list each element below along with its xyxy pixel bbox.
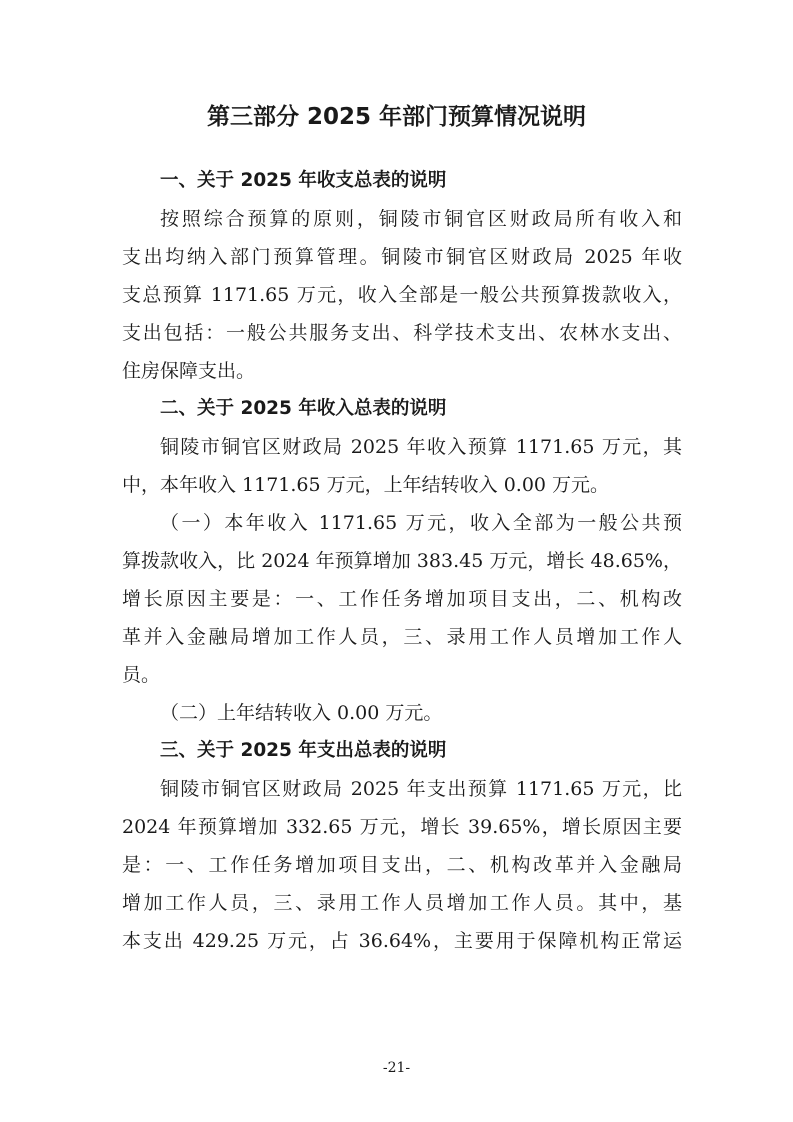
paragraph-line: 支总预算 1171.65 万元，收入全部是一般公共预算拨款收入， [122, 284, 682, 306]
document-body [122, 162, 682, 960]
page-title: 第三部分 2025 年部门预算情况说明 [206, 104, 587, 130]
paragraph-line: 支出均纳入部门预算管理。铜陵市铜官区财政局 2025 年收 [122, 246, 682, 268]
paragraph-line: 算拨款收入，比 2024 年预算增加 383.45 万元，增长 48.65%， [122, 550, 682, 572]
paragraph-line: （一）本年收入 1171.65 万元，收入全部为一般公共预 [160, 512, 682, 534]
paragraph-line: 增加工作人员，三、录用工作人员增加工作人员。其中，基 [122, 892, 682, 914]
paragraph-line: 2024 年预算增加 332.65 万元，增长 39.65%，增长原因主要 [122, 816, 682, 838]
paragraph-line: （二）上年结转收入 0.00 万元。 [160, 702, 443, 724]
page-number: -21- [382, 1060, 411, 1076]
section-heading: 一、关于 2025 年收支总表的说明 [160, 170, 447, 191]
paragraph-line: 增长原因主要是：一、工作任务增加项目支出，二、机构改 [122, 588, 682, 610]
paragraph-line: 是：一、工作任务增加项目支出，二、机构改革并入金融局 [122, 854, 682, 876]
paragraph-line: 本支出 429.25 万元，占 36.64%，主要用于保障机构正常运 [122, 930, 682, 952]
paragraph-line: 铜陵市铜官区财政局 2025 年支出预算 1171.65 万元，比 [160, 778, 682, 800]
paragraph-line: 中，本年收入 1171.65 万元，上年结转收入 0.00 万元。 [122, 474, 610, 496]
paragraph-line: 按照综合预算的原则，铜陵市铜官区财政局所有收入和 [160, 208, 682, 230]
paragraph-line: 铜陵市铜官区财政局 2025 年收入预算 1171.65 万元，其 [160, 436, 682, 458]
paragraph-line: 员。 [122, 664, 161, 686]
section-heading: 二、关于 2025 年收入总表的说明 [160, 398, 447, 419]
section-heading: 三、关于 2025 年支出总表的说明 [160, 740, 447, 761]
paragraph-line: 支出包括：一般公共服务支出、科学技术支出、农林水支出、 [122, 322, 682, 344]
paragraph-line: 革并入金融局增加工作人员，三、录用工作人员增加工作人 [122, 626, 682, 648]
paragraph-line: 住房保障支出。 [122, 360, 256, 382]
